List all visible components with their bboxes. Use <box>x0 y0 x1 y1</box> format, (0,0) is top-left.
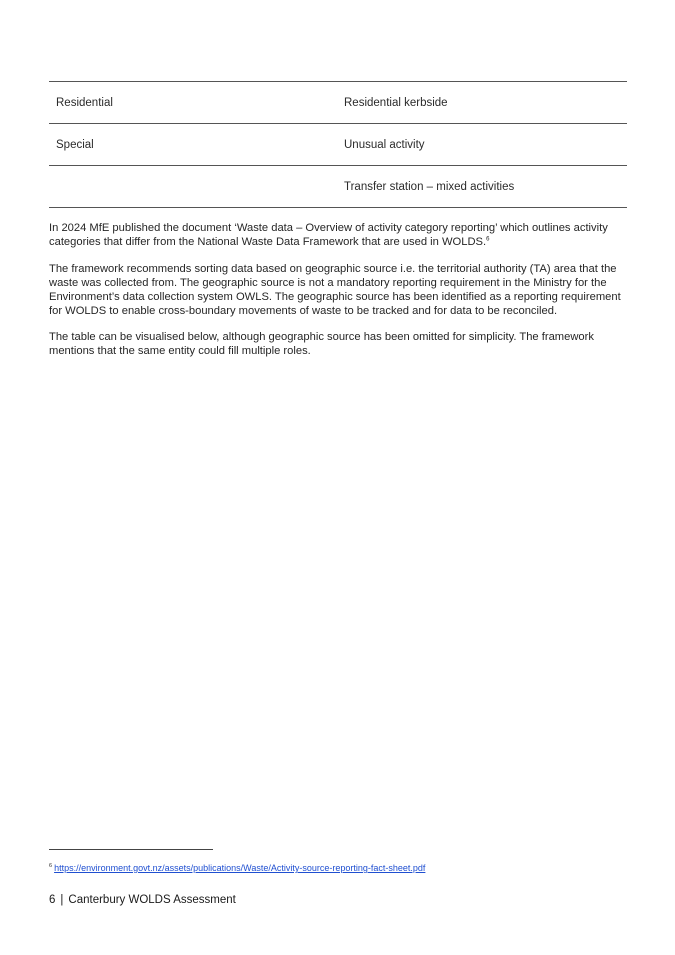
body-text <box>49 222 629 372</box>
footnote-divider <box>49 849 213 850</box>
table-row <box>49 166 627 208</box>
table-row <box>49 82 627 124</box>
footnote-reference[interactable]: 6 <box>486 236 490 243</box>
table-cell-category: Residential <box>56 96 113 109</box>
footnote <box>49 862 425 874</box>
activity-category-table <box>49 81 627 208</box>
footnote-number: 6 <box>49 863 53 869</box>
document-title: Canterbury WOLDS Assessment <box>68 894 236 906</box>
table-row <box>49 124 627 166</box>
footnote-link[interactable]: https://environment.govt.nz/assets/publications/Waste/Activity-source-reporting-fact-sheet.pdf <box>54 863 426 873</box>
table-cell-activity: Transfer station – mixed activities <box>344 180 515 193</box>
table-cell-activity: Residential kerbside <box>344 96 448 109</box>
paragraph-mfe-publication: In 2024 MfE published the document ‘Waste data – Overview of activity category reporting’ which outlines activity categories that differ from the National Waste Data Framework that are used in WOLDS.$^6$ <box>49 222 608 248</box>
paragraph-table-visualised: The table can be visualised below, although geographic source has been omitted for simplicity. The framework mentions that the same entity could fill multiple roles. <box>49 331 594 358</box>
paragraph-geographic-source: The framework recommends sorting data based on geographic source i.e. the territorial authority (TA) area that the waste was collected from. The geographic source is not a mandatory reporting requirement in the Ministry for the Environment’s data collection system OWLS. The geographic source has been identified as a reporting requirement for WOLDS to enable cross-boundary movements of waste to be tracked and for data to be reconciled. <box>49 262 621 317</box>
page-footer <box>49 894 236 906</box>
page-number: 6 <box>49 894 56 906</box>
table-cell-category: Special <box>56 138 94 151</box>
table-cell-activity: Unusual activity <box>344 138 425 151</box>
footer-separator: | <box>60 894 64 906</box>
